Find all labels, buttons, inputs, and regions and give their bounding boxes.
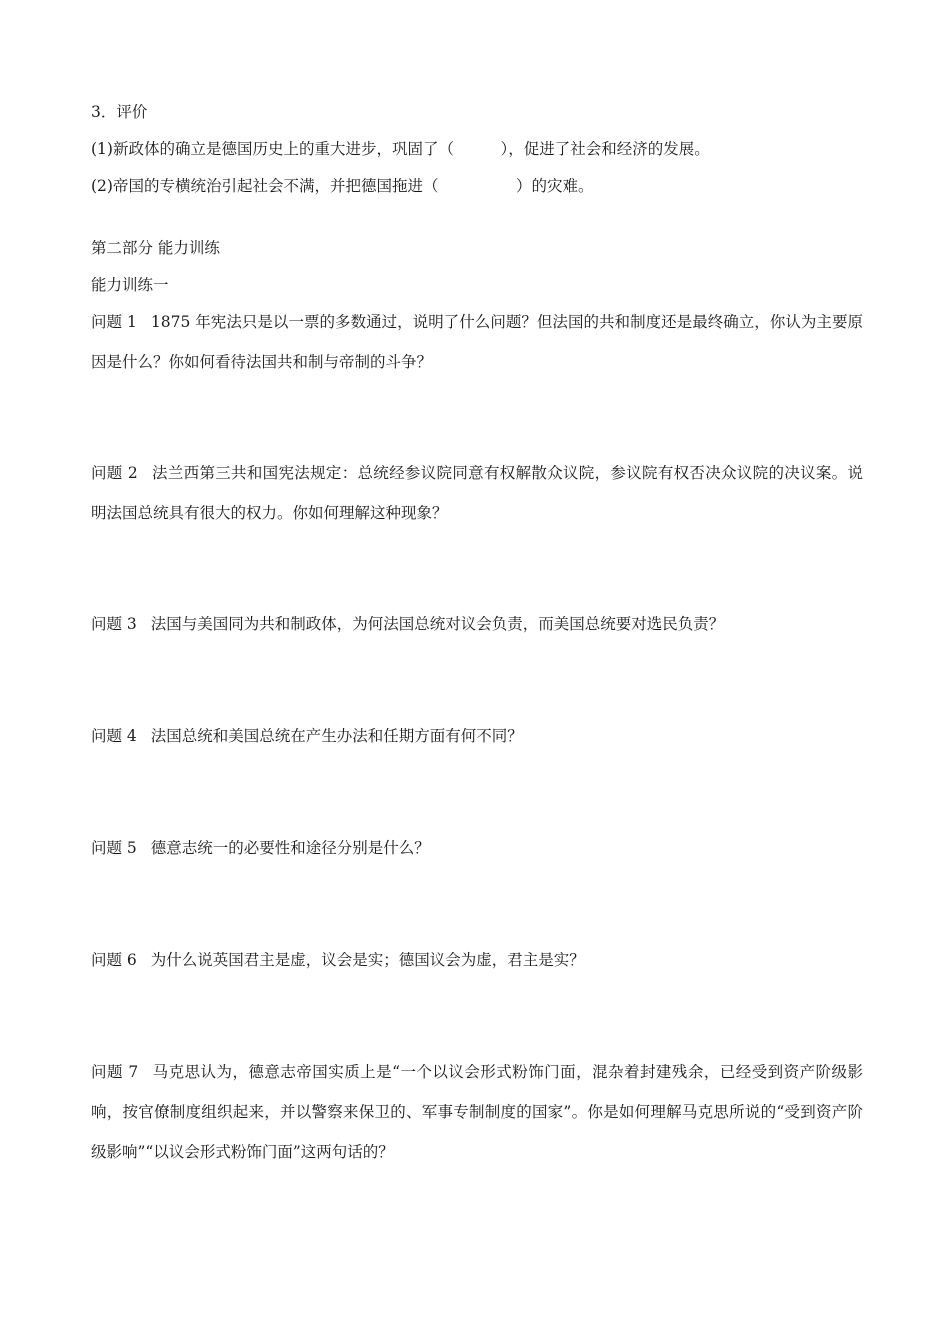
section-3-item-1: (1)新政体的确立是德国历史上的重大进步，巩固了（ ），促进了社会和经济的发展。 [91,140,710,158]
question-text: 为什么说英国君主是虚，议会是实；德国议会为虚，君主是实？ [150,951,585,969]
question-3 [91,604,863,644]
question-label: 问题 3 [91,615,137,633]
question-6 [91,940,863,980]
question-text: 德意志统一的必要性和途径分别是什么？ [150,839,430,857]
question-label: 问题 6 [91,951,137,969]
question-5 [91,828,863,868]
question-text: 1875 年宪法只是以一票的多数通过，说明了什么问题？但法国的共和制度还是最终确立，你认为主要原因是什么？你如何看待法国共和制与帝制的斗争？ [91,313,863,371]
question-text: 法国与美国同为共和制政体，为何法国总统对议会负责，而美国总统要对选民负责？ [150,615,725,633]
question-4 [91,716,863,756]
question-text: 法兰西第三共和国宪法规定：总统经参议院同意有权解散众议院，参议院有权否决众议院的决议案。说明法国总统具有很大的权力。你如何理解这种现象？ [91,464,863,522]
question-label: 问题 5 [91,839,137,857]
part-2-heading: 第二部分 能力训练 [91,239,220,257]
question-label: 问题 1 [91,313,137,331]
question-7 [91,1052,863,1172]
section-3-item-2: (2)帝国的专横统治引起社会不满，并把德国拖进（ ）的灾难。 [91,177,594,195]
question-label: 问题 4 [91,727,137,745]
part-2-subheading: 能力训练一 [91,276,169,294]
question-text: 马克思认为，德意志帝国实质上是“一个以议会形式粉饰门面，混杂着封建残余，已经受到资产阶级影响，按官僚制度组织起来，并以警察来保卫的、军事专制制度的国家”。你是如何理解马克思所说的“受到资产阶级影响”“以议会形式粉饰门面”这两句话的？ [91,1063,863,1161]
question-label: 问题 7 [91,1063,139,1081]
question-1 [91,302,863,382]
question-label: 问题 2 [91,464,138,482]
question-2 [91,453,863,533]
question-text: 法国总统和美国总统在产生办法和任期方面有何不同？ [150,727,523,745]
section-3-heading: 3．评价 [91,103,148,121]
